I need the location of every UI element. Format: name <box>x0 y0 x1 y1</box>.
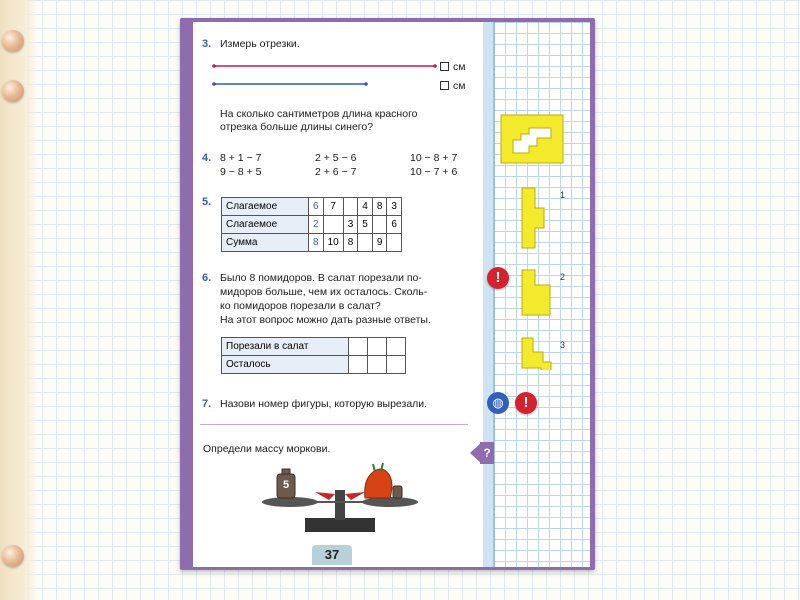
side-tab-strip <box>483 22 495 567</box>
table-cell[interactable] <box>349 338 368 356</box>
task-5-number: 5. <box>202 196 212 208</box>
bead-ornament <box>2 30 24 52</box>
red-segment-end <box>433 64 437 68</box>
carrot-bag <box>365 469 392 498</box>
figure-2 <box>522 270 550 315</box>
table-cell[interactable] <box>387 234 402 252</box>
figure-3 <box>522 338 551 370</box>
blue-segment-start <box>212 82 216 86</box>
table-row <box>222 198 402 216</box>
right-pointer <box>345 492 365 500</box>
figure-1 <box>522 188 544 248</box>
table-cell: 5 <box>358 216 373 234</box>
task-3-number: 3. <box>202 38 212 50</box>
answer-box-cm-1[interactable]: см <box>440 61 465 74</box>
addition-table <box>221 197 402 252</box>
figure-2-label: 2 <box>560 272 566 282</box>
table-cell: 6 <box>309 198 324 216</box>
warning-icon[interactable]: ! <box>487 267 509 289</box>
table-cell: 10 <box>323 234 343 252</box>
red-segment-start <box>212 64 216 68</box>
row-label: Осталось <box>222 356 349 374</box>
task-4-number: 4. <box>202 152 212 164</box>
page-number: 37 <box>312 545 352 565</box>
table-cell[interactable] <box>372 216 387 234</box>
table-cell: 2 <box>309 216 324 234</box>
table-cell: 7 <box>323 198 343 216</box>
blue-segment-end <box>364 82 368 86</box>
table-row <box>222 216 402 234</box>
scale-base <box>305 518 375 532</box>
expression: 2 + 6 − 7 <box>315 166 357 178</box>
table-cell: 8 <box>372 198 387 216</box>
divider <box>200 424 468 425</box>
scale-post <box>335 490 345 520</box>
task-3-question-line-1: На сколько сантиметров длина красного <box>220 108 418 120</box>
table-cell: 3 <box>387 198 402 216</box>
weight-5-handle <box>282 469 290 474</box>
task-7-number: 7. <box>202 398 212 410</box>
expression: 10 − 8 + 7 <box>410 152 458 164</box>
segments-illustration <box>210 60 440 92</box>
answer-box[interactable] <box>440 62 449 71</box>
left-pointer <box>315 492 335 500</box>
answer-box[interactable] <box>440 81 449 90</box>
task-7-text: Назови номер фигуры, которую вырезали. <box>220 398 428 410</box>
table-cell[interactable] <box>323 216 343 234</box>
globe-icon[interactable]: ◍ <box>487 392 509 414</box>
bead-ornament <box>2 80 24 102</box>
table-cell: 4 <box>358 198 373 216</box>
task-6-line-3: ко помидоров порезали в салат? <box>220 300 381 312</box>
expression: 8 + 1 − 7 <box>220 152 262 164</box>
warning-icon[interactable]: ! <box>515 392 537 414</box>
table-cell: 6 <box>387 216 402 234</box>
table-row <box>222 356 406 374</box>
table-cell: 9 <box>372 234 387 252</box>
task-6-number: 6. <box>202 272 212 284</box>
small-weight <box>393 486 402 498</box>
question-icon[interactable]: ? <box>480 442 494 464</box>
task-3-title: Измерь отрезки. <box>220 38 300 50</box>
task-6-line-2: мидоров больше, чем их осталось. Сколь- <box>220 286 428 298</box>
expression: 9 − 8 + 5 <box>220 166 262 178</box>
figures-panel <box>495 110 575 370</box>
task-6-line-1: Было 8 помидоров. В салат порезали по- <box>220 272 422 284</box>
weight-label: 5 <box>283 479 290 491</box>
table-cell[interactable] <box>368 356 387 374</box>
table-cell[interactable] <box>387 338 406 356</box>
extra-task-text: Определи массу моркови. <box>203 443 331 455</box>
task-6-line-4: На этот вопрос можно дать разные ответы. <box>220 314 431 326</box>
table-row <box>222 338 406 356</box>
figure-1-label: 1 <box>560 190 566 200</box>
expression: 2 + 5 − 6 <box>315 152 357 164</box>
table-cell: 8 <box>309 234 324 252</box>
task-3-question-line-2: отрезка больше длины синего? <box>220 121 374 133</box>
row-label: Слагаемое <box>222 216 309 234</box>
row-label: Порезали в салат <box>222 338 349 356</box>
table-cell[interactable] <box>349 356 368 374</box>
table-cell: 3 <box>343 216 358 234</box>
bead-ornament <box>2 545 24 567</box>
scales-illustration <box>255 460 425 540</box>
table-row <box>222 234 402 252</box>
row-label: Сумма <box>222 234 309 252</box>
answer-box-cm-2[interactable]: см <box>440 80 465 93</box>
table-cell[interactable] <box>368 338 387 356</box>
expression: 10 − 7 + 6 <box>410 166 458 178</box>
table-cell[interactable] <box>358 234 373 252</box>
table-cell: 8 <box>343 234 358 252</box>
table-cell[interactable] <box>387 356 406 374</box>
tomato-table <box>221 337 406 374</box>
table-cell[interactable] <box>343 198 358 216</box>
figure-3-label: 3 <box>560 340 566 350</box>
row-label: Слагаемое <box>222 198 309 216</box>
